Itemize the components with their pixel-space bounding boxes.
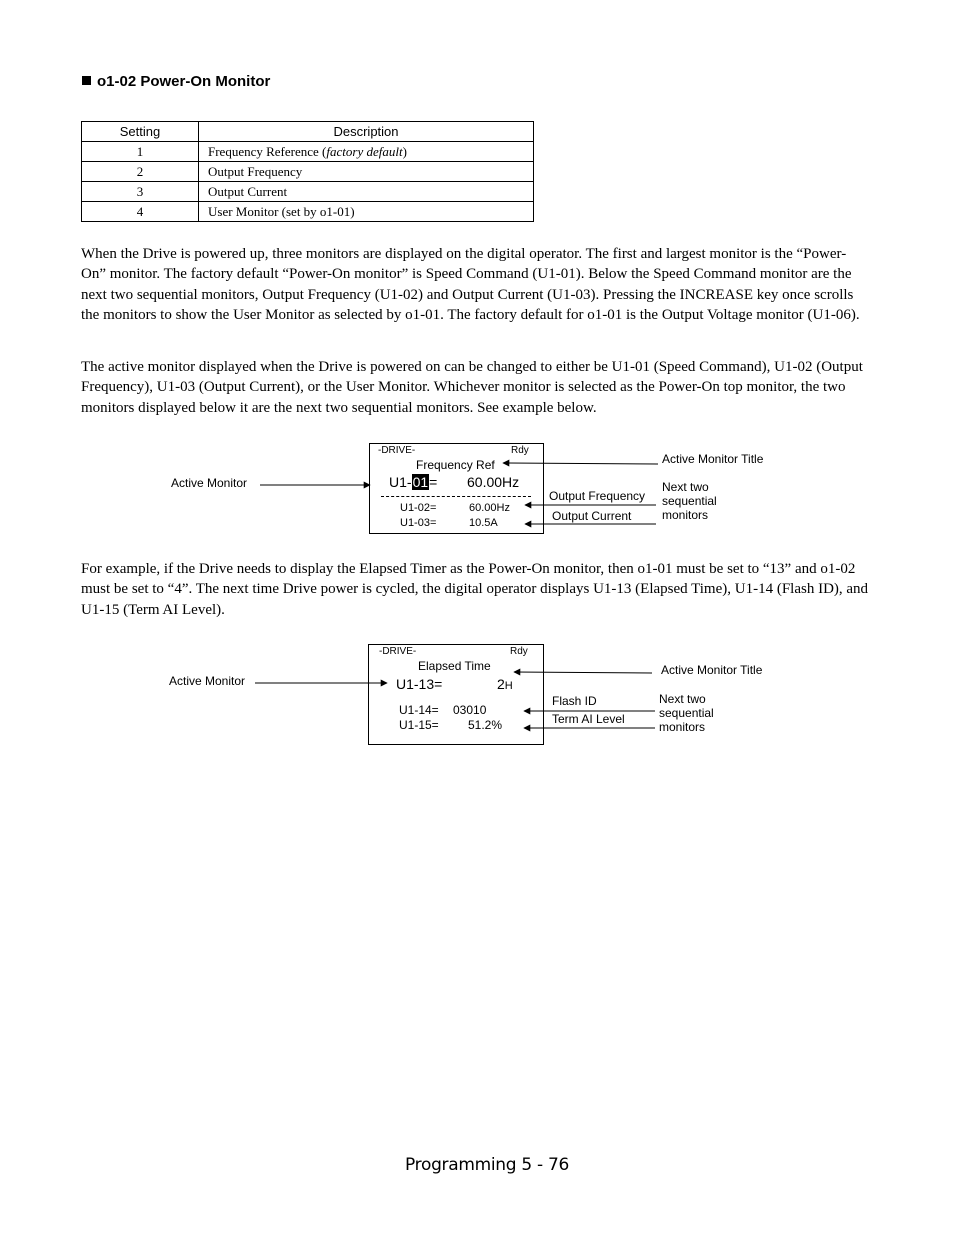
callout-active-monitor-title: Active Monitor Title (662, 452, 764, 466)
table-header-setting: Setting (82, 122, 199, 142)
desc-italic-text: factory default (326, 143, 403, 159)
callout-output-frequency: Output Frequency (549, 489, 646, 503)
table-cell-description: User Monitor (set by o1-01) (199, 202, 534, 222)
table-cell-description: Output Frequency (199, 162, 534, 182)
main-monitor-unit: H (504, 680, 513, 692)
callout-term-ai-level: Term AI Level (552, 712, 625, 726)
monitor-line2-label: U1-14= (399, 703, 439, 717)
main-monitor-value: 2 (497, 676, 505, 692)
callout-next-two-monitors: Next two sequential monitors (662, 480, 717, 522)
ready-label: Rdy (511, 445, 529, 456)
drive-label: -DRIVE- (379, 646, 417, 657)
main-monitor-value: 60.00Hz (467, 474, 520, 490)
arrow-monitor-title (514, 672, 652, 673)
monitor-line2-value: 03010 (453, 703, 487, 717)
page-footer: Programming 5 - 76 (405, 1155, 569, 1175)
main-monitor-label: U1-13= (396, 676, 443, 692)
monitor-title: Frequency Ref (416, 458, 495, 472)
table-cell-setting: 1 (82, 142, 199, 162)
main-monitor-prefix: U1- (389, 474, 412, 490)
callout-active-monitor-title: Active Monitor Title (661, 663, 763, 677)
callout-flash-id: Flash ID (552, 694, 597, 708)
table-cell-setting: 3 (82, 182, 199, 202)
monitor-line3-value: 10.5A (469, 517, 498, 529)
callout-output-current: Output Current (552, 509, 632, 523)
table-cell-setting: 4 (82, 202, 199, 222)
main-monitor-highlight: 01 (412, 474, 429, 490)
callout-active-monitor: Active Monitor (171, 476, 248, 490)
callout-next-two-monitors: Next two sequential monitors (659, 692, 714, 734)
table-cell-setting: 2 (82, 162, 199, 182)
paragraph-active-monitor: The active monitor displayed when the Drive is powered on can be changed to either be U1-01 (Speed Command), U1-02 (Output Frequency), U1-03 (Output Current), or the User Monitor. Whichever monitor is selected as the Power-On top monitor, the two monitors displayed below it are the next two sequential monitors. See example below. (81, 359, 863, 416)
paragraph-power-on: When the Drive is powered up, three monitors are displayed on the digital operator. The first and largest monitor is the “Power-On” monitor. The factory default “Power-On monitor” is Speed Command (U1-01). Below the Speed Command monitor are the next two sequential monitors, Output Frequency (U1-02) and Output Current (U1-03). Pressing the INCREASE key once scrolls the monitors to show the User Monitor as selected by o1-01. The factory default for o1-01 is the Output Voltage monitor (U1-06). (81, 246, 860, 324)
callout-active-monitor: Active Monitor (169, 674, 246, 688)
desc-end-text: ) (402, 143, 407, 159)
monitor-line3-label: U1-15= (399, 718, 439, 732)
desc-text: Frequency Reference ( (208, 143, 327, 159)
paragraph-example: For example, if the Drive needs to display the Elapsed Timer as the Power-On monitor, then o1-01 must be set to “13” and o1-02 must be set to “4”. The next time Drive power is cycled, the digital operator displays U1-13 (Elapsed Time), U1-14 (Flash ID), and U1-15 (Term AI Level). (81, 561, 869, 618)
ready-label: Rdy (510, 646, 528, 657)
monitor-line3-value: 51.2% (468, 718, 503, 732)
section-heading-text: o1-02 Power-On Monitor (97, 73, 271, 90)
arrow-monitor-title (503, 463, 658, 464)
monitor-title: Elapsed Time (418, 659, 491, 673)
table-cell-description: Output Current (199, 182, 534, 202)
main-monitor-eq: = (429, 474, 438, 490)
monitor-line3-label: U1-03= (400, 517, 437, 529)
table-header-description: Description (199, 122, 534, 142)
monitor-line2-value: 60.00Hz (469, 502, 510, 514)
monitor-line2-label: U1-02= (400, 502, 437, 514)
drive-label: -DRIVE- (378, 445, 416, 456)
